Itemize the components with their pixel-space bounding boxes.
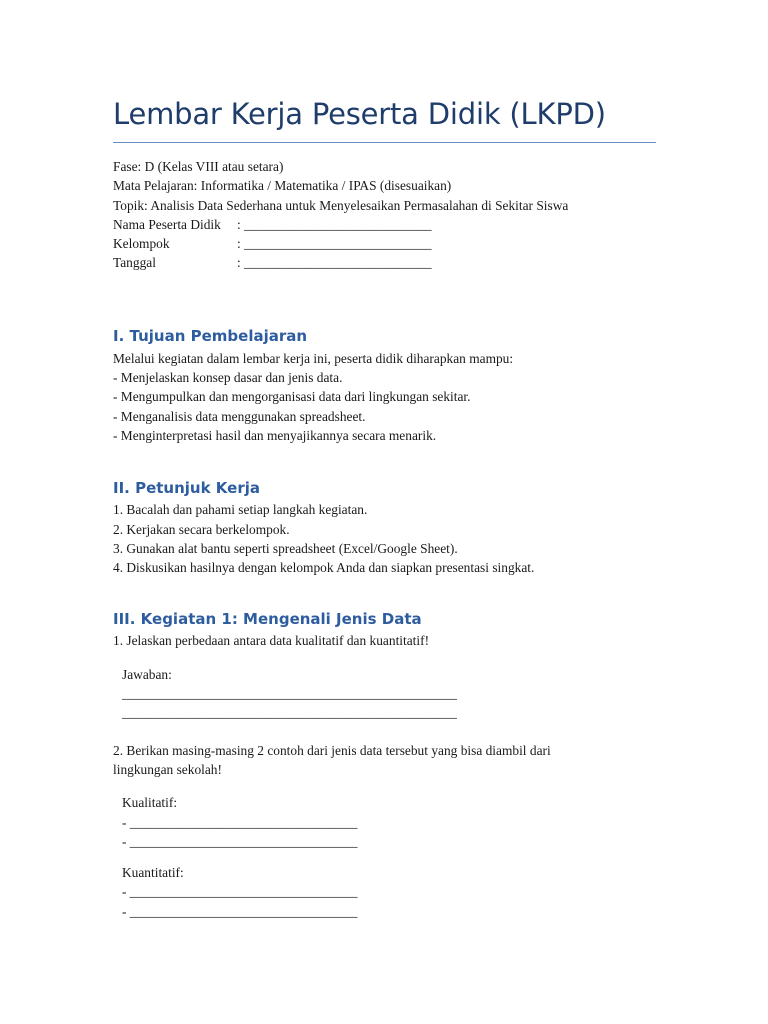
document-title: Lembar Kerja Peserta Didik (LKPD) — [113, 97, 606, 131]
field-blank-kelompok[interactable]: : ____________________________ — [237, 236, 432, 252]
field-label-nama: Nama Peserta Didik — [113, 216, 221, 232]
kuantitatif-answer-line[interactable]: - __________________________________ — [122, 884, 358, 900]
section-heading: III. Kegiatan 1: Mengenali Jenis Data — [113, 610, 422, 629]
answer-label: Jawaban: — [122, 666, 172, 682]
list-item: - Menginterpretasi hasil dan menyajikannya secara menarik. — [113, 427, 437, 443]
question-2-line-1: 2. Berikan masing-masing 2 contoh dari jenis data tersebut yang bisa diambil dari — [113, 742, 551, 758]
spacer — [113, 273, 658, 325]
section-tujuan-pembelajaran — [113, 325, 658, 445]
spacer — [113, 577, 658, 608]
field-label-kelompok: Kelompok — [113, 236, 170, 252]
section-intro: Melalui kegiatan dalam lembar kerja ini, peserta didik diharapkan mampu: — [113, 350, 514, 366]
answer-line[interactable]: __________________________________________________ — [122, 705, 457, 721]
answer-line[interactable]: __________________________________________________ — [122, 686, 457, 702]
kualitatif-label: Kualitatif: — [122, 795, 178, 811]
spacer — [113, 445, 658, 477]
section-heading: I. Tujuan Pembelajaran — [113, 326, 308, 345]
meta-topik: Topik: Analisis Data Sederhana untuk Menyelesaikan Permasalahan di Sekitar Siswa — [113, 197, 569, 213]
list-item: - Menganalisis data menggunakan spreadsheet. — [113, 408, 366, 424]
title-underline — [113, 142, 656, 143]
section-heading: II. Petunjuk Kerja — [113, 479, 260, 498]
list-item: - Menjelaskan konsep dasar dan jenis data. — [113, 370, 343, 386]
meta-mata-pelajaran: Mata Pelajaran: Informatika / Matematika / IPAS (disesuaikan) — [113, 178, 452, 194]
kuantitatif-label: Kuantitatif: — [122, 865, 184, 881]
identity-fields — [113, 215, 658, 273]
list-item: 4. Diskusikan hasilnya dengan kelompok Anda dan siapkan presentasi singkat. — [113, 560, 535, 576]
list-item: 3. Gunakan alat bantu seperti spreadsheet (Excel/Google Sheet). — [113, 540, 458, 556]
section-kegiatan-1 — [113, 608, 658, 921]
list-item: 2. Kerjakan secara berkelompok. — [113, 521, 290, 537]
meta-block — [113, 157, 658, 273]
list-item: - Mengumpulkan dan mengorganisasi data dari lingkungan sekitar. — [113, 389, 471, 405]
field-blank-tanggal[interactable]: : ____________________________ — [237, 255, 432, 271]
question-2-line-2: lingkungan sekolah! — [113, 761, 222, 777]
worksheet-page — [113, 92, 658, 921]
kuantitatif-answer-line[interactable]: - __________________________________ — [122, 903, 358, 919]
field-blank-nama[interactable]: : ____________________________ — [237, 216, 432, 232]
question-1: 1. Jelaskan perbedaan antara data kualitatif dan kuantitatif! — [113, 633, 430, 649]
kualitatif-answer-line[interactable]: - __________________________________ — [122, 814, 358, 830]
field-label-tanggal: Tanggal — [113, 255, 156, 271]
meta-fase: Fase: D (Kelas VIII atau setara) — [113, 159, 284, 174]
list-item: 1. Bacalah dan pahami setiap langkah kegiatan. — [113, 502, 368, 518]
section-petunjuk-kerja — [113, 477, 658, 577]
kualitatif-answer-line[interactable]: - __________________________________ — [122, 833, 358, 849]
